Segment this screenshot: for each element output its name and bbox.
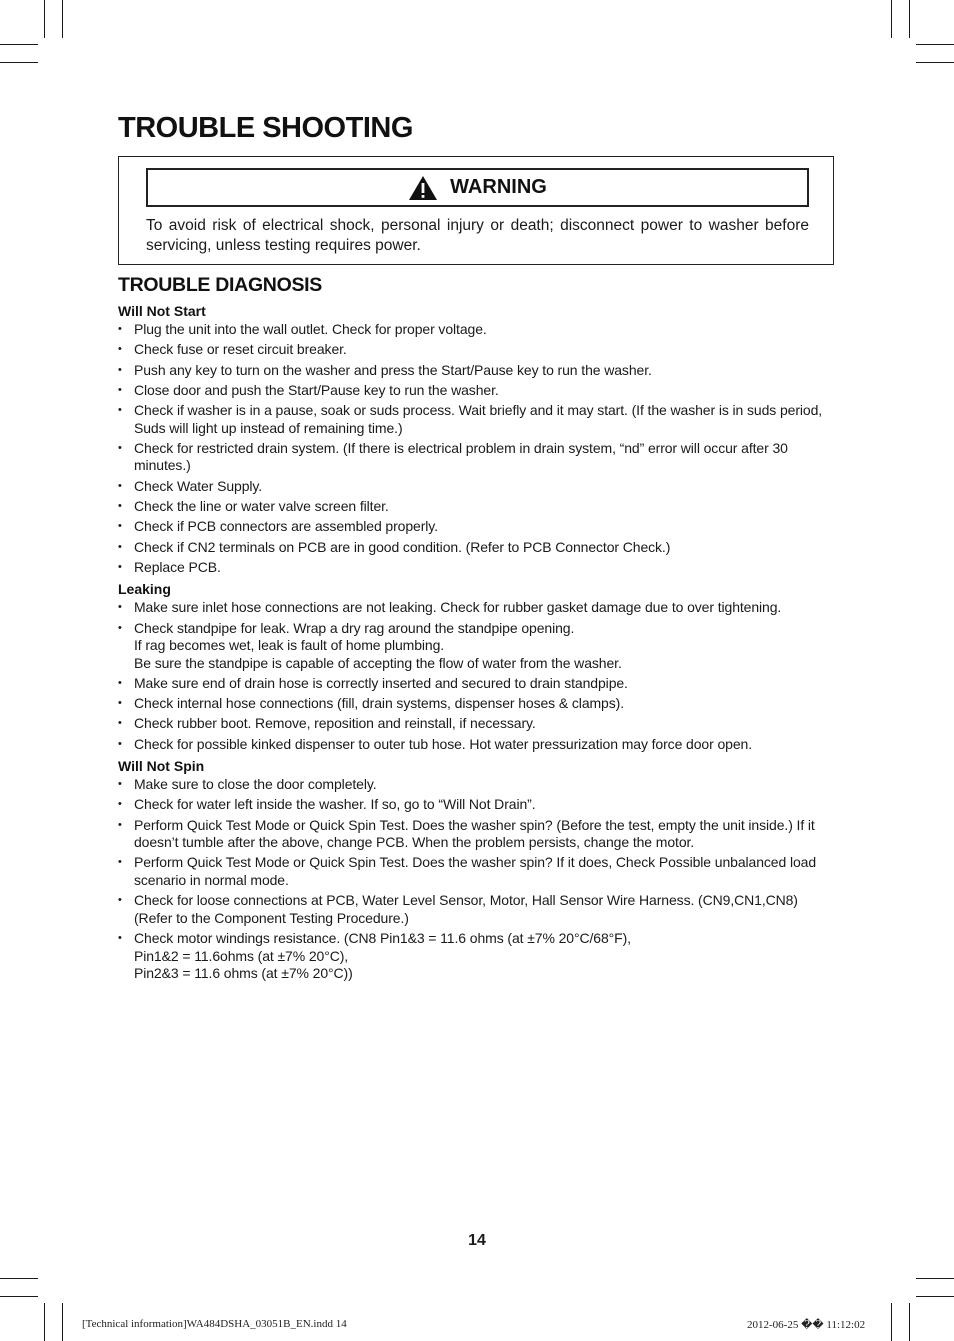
list-item: • Check internal hose connections (fill, drain systems, dispenser hoses & clamps). (118, 695, 838, 713)
list-item: • Push any key to turn on the washer and press the Start/Pause key to run the washer. (118, 362, 838, 380)
crop-mark (0, 62, 38, 63)
section-title: TROUBLE DIAGNOSIS (118, 274, 322, 296)
list-item: • Check Water Supply. (118, 478, 838, 496)
list-item: • Check for possible kinked dispenser to outer tub hose. Hot water pressurization may force door open. (118, 736, 838, 754)
page-number: 14 (468, 1232, 486, 1249)
list-item: • Close door and push the Start/Pause key to run the washer. (118, 382, 838, 400)
list-item: • Check if CN2 terminals on PCB are in good condition. (Refer to PCB Connector Check.) (118, 539, 838, 557)
list-item: • Make sure to close the door completely. (118, 776, 838, 794)
warning-box (118, 156, 834, 265)
leaking-list (118, 599, 838, 753)
list-item: • Make sure inlet hose connections are not leaking. Check for rubber gasket damage due to over tightening. (118, 599, 838, 617)
list-item: • Plug the unit into the wall outlet. Check for proper voltage. (118, 321, 838, 339)
crop-mark (44, 1303, 45, 1341)
subheading-will-not-start: Will Not Start (118, 303, 206, 319)
crop-mark (916, 1278, 954, 1279)
warning-label: WARNING (450, 176, 547, 198)
list-item: • Check fuse or reset circuit breaker. (118, 341, 838, 359)
page-title: TROUBLE SHOOTING (118, 112, 413, 144)
list-item: • Check if PCB connectors are assembled properly. (118, 518, 838, 536)
crop-mark (62, 0, 63, 38)
crop-mark (909, 0, 910, 38)
warning-banner (146, 168, 809, 207)
crop-mark (62, 1303, 63, 1341)
list-item: • Check standpipe for leak. Wrap a dry rag around the standpipe opening. If rag becomes wet, leak is fault of home plumbing. Be sure the standpipe is capable of accepting the flow of water from the washer. (118, 620, 838, 673)
footer-file-name: [Technical information]WA484DSHA_03051B_EN.indd 14 (82, 1318, 347, 1330)
trouble-diagnosis (118, 274, 838, 985)
crop-mark (0, 1278, 38, 1279)
crop-mark (909, 1303, 910, 1341)
list-item: • Make sure end of drain hose is correctly inserted and secured to drain standpipe. (118, 675, 838, 693)
crop-mark (891, 1303, 892, 1341)
footer-timestamp: 2012-06-25 �� 11:12:02 (747, 1319, 866, 1331)
list-item: • Check for water left inside the washer. If so, go to “Will Not Drain”. (118, 796, 838, 814)
subheading-will-not-spin: Will Not Spin (118, 758, 205, 775)
crop-mark (916, 1296, 954, 1297)
crop-mark (44, 0, 45, 38)
list-item: • Check rubber boot. Remove, reposition and reinstall, if necessary. (118, 715, 838, 733)
list-item: • Check if washer is in a pause, soak or suds process. Wait briefly and it may start. (If the washer is in suds period, Suds will light up instead of remaining time.) (118, 402, 838, 437)
list-item: • Check for loose connections at PCB, Water Level Sensor, Motor, Hall Sensor Wire Harness. (CN9,CN1,CN8) (Refer to the Component Testing Procedure.) (118, 892, 838, 927)
crop-mark (891, 0, 892, 38)
list-item: • Perform Quick Test Mode or Quick Spin Test. Does the washer spin? (Before the test, empty the unit inside.) If it doesn’t tumble after the above, change PCB. When the problem persists, change the motor. (118, 817, 838, 852)
warning-icon (408, 175, 438, 201)
will-not-spin-list (118, 776, 838, 982)
crop-mark (0, 44, 38, 45)
list-item: • Perform Quick Test Mode or Quick Spin Test. Does the washer spin? If it does, Check Possible unbalanced load scenario in normal mode. (118, 854, 838, 889)
list-item: • Check motor windings resistance. (CN8 Pin1&3 = 11.6 ohms (at ±7% 20°C/68°F), Pin1&2 = 11.6ohms (at ±7% 20°C), Pin2&3 = 11.6 ohms (at ±7% 20°C)) (118, 930, 838, 983)
will-not-start-list (118, 321, 838, 576)
crop-mark (0, 1296, 38, 1297)
crop-mark (916, 62, 954, 63)
warning-text: To avoid risk of electrical shock, personal injury or death; disconnect power to washer before servicing, unless testing requires power. (146, 217, 809, 254)
list-item: • Replace PCB. (118, 559, 838, 577)
list-item: • Check for restricted drain system. (If there is electrical problem in drain system, “nd” error will occur after 30 minutes.) (118, 440, 838, 475)
crop-mark (916, 44, 954, 45)
subheading-leaking: Leaking (118, 581, 171, 598)
list-item: • Check the line or water valve screen filter. (118, 498, 838, 516)
